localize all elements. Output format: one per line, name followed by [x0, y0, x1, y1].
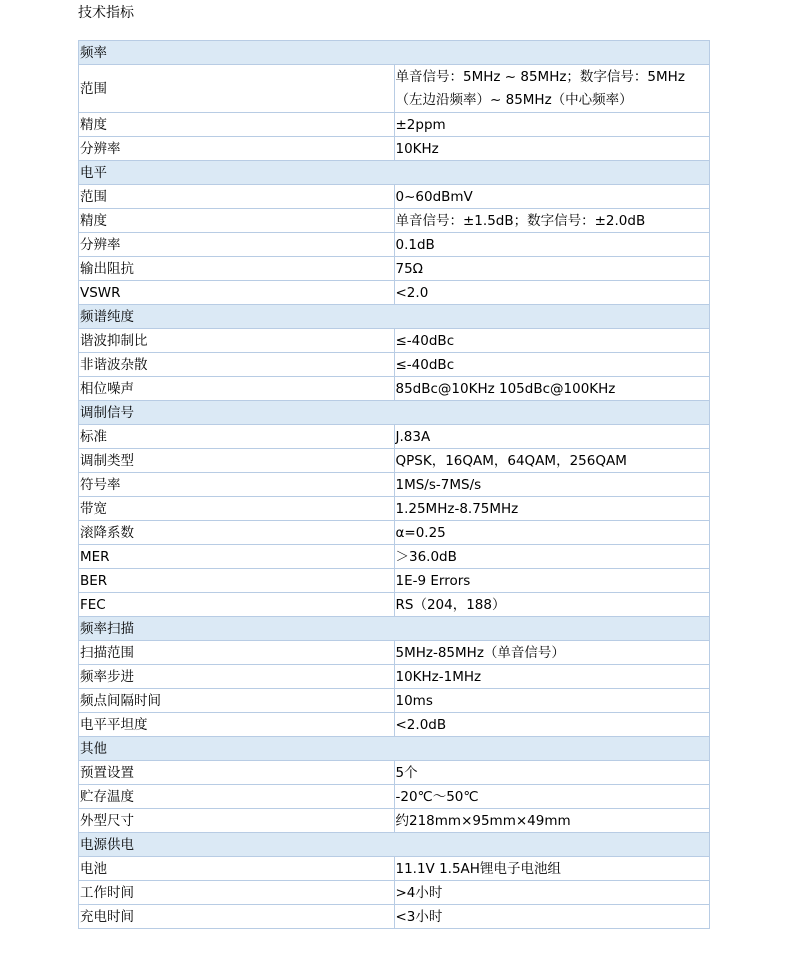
table-row — [79, 353, 710, 377]
table-row — [79, 881, 710, 905]
spec-label: 电平平坦度 — [79, 713, 395, 737]
spec-table — [78, 40, 710, 929]
table-row — [79, 905, 710, 929]
section-heading: 调制信号 — [79, 401, 710, 425]
spec-value: 5MHz-85MHz（单音信号） — [394, 641, 710, 665]
table-row — [79, 857, 710, 881]
spec-label: 分辨率 — [79, 137, 395, 161]
spec-label: 非谐波杂散 — [79, 353, 395, 377]
spec-value: <2.0dB — [394, 713, 710, 737]
section-heading: 其他 — [79, 737, 710, 761]
spec-label: 预置设置 — [79, 761, 395, 785]
table-row — [79, 65, 710, 113]
spec-label: 谐波抑制比 — [79, 329, 395, 353]
section-header-row — [79, 401, 710, 425]
spec-value: 11.1V 1.5AH锂电子电池组 — [394, 857, 710, 881]
section-header-row — [79, 305, 710, 329]
spec-value: RS（204，188） — [394, 593, 710, 617]
page-title: 技术指标 — [78, 5, 134, 21]
table-row — [79, 185, 710, 209]
section-heading: 电源供电 — [79, 833, 710, 857]
spec-label: MER — [79, 545, 395, 569]
spec-label: 精度 — [79, 209, 395, 233]
section-header-row — [79, 737, 710, 761]
table-row — [79, 233, 710, 257]
section-header-row — [79, 41, 710, 65]
table-row — [79, 569, 710, 593]
spec-label: 范围 — [79, 65, 395, 113]
section-header-row — [79, 833, 710, 857]
spec-value: QPSK，16QAM，64QAM，256QAM — [394, 449, 710, 473]
spec-value: -20℃～50℃ — [394, 785, 710, 809]
table-row — [79, 785, 710, 809]
table-row — [79, 593, 710, 617]
spec-label: 精度 — [79, 113, 395, 137]
table-row — [79, 137, 710, 161]
spec-label: 符号率 — [79, 473, 395, 497]
spec-value: 约218mm×95mm×49mm — [394, 809, 710, 833]
table-row — [79, 689, 710, 713]
spec-value: ≤-40dBc — [394, 353, 710, 377]
table-row — [79, 473, 710, 497]
spec-value: 1.25MHz-8.75MHz — [394, 497, 710, 521]
spec-label: 相位噪声 — [79, 377, 395, 401]
spec-value: 10ms — [394, 689, 710, 713]
spec-value: α=0.25 — [394, 521, 710, 545]
spec-label: 外型尺寸 — [79, 809, 395, 833]
table-row — [79, 521, 710, 545]
spec-label: 电池 — [79, 857, 395, 881]
spec-table-body — [79, 41, 710, 929]
spec-value: 1MS/s-7MS/s — [394, 473, 710, 497]
table-row — [79, 209, 710, 233]
section-header-row — [79, 617, 710, 641]
spec-label: 范围 — [79, 185, 395, 209]
spec-value: 单音信号：±1.5dB；数字信号：±2.0dB — [394, 209, 710, 233]
section-heading: 频率 — [79, 41, 710, 65]
spec-value: ＞36.0dB — [394, 545, 710, 569]
spec-label: 贮存温度 — [79, 785, 395, 809]
table-row — [79, 497, 710, 521]
table-row — [79, 329, 710, 353]
spec-value: ≤-40dBc — [394, 329, 710, 353]
table-row — [79, 713, 710, 737]
spec-label: 调制类型 — [79, 449, 395, 473]
spec-value: 0.1dB — [394, 233, 710, 257]
spec-label: 频率步进 — [79, 665, 395, 689]
table-row — [79, 113, 710, 137]
spec-label: 扫描范围 — [79, 641, 395, 665]
table-row — [79, 641, 710, 665]
spec-label: 频点间隔时间 — [79, 689, 395, 713]
spec-value: 75Ω — [394, 257, 710, 281]
spec-value: >4小时 — [394, 881, 710, 905]
spec-label: 滚降系数 — [79, 521, 395, 545]
spec-label: BER — [79, 569, 395, 593]
spec-label: 充电时间 — [79, 905, 395, 929]
spec-value: 85dBc@10KHz 105dBc@100KHz — [394, 377, 710, 401]
spec-label: 输出阻抗 — [79, 257, 395, 281]
spec-label: 工作时间 — [79, 881, 395, 905]
table-row — [79, 377, 710, 401]
spec-value: 5个 — [394, 761, 710, 785]
table-row — [79, 257, 710, 281]
table-row — [79, 665, 710, 689]
spec-value: 0~60dBmV — [394, 185, 710, 209]
table-row — [79, 545, 710, 569]
spec-label: 带宽 — [79, 497, 395, 521]
spec-value: 10KHz — [394, 137, 710, 161]
table-row — [79, 425, 710, 449]
spec-label: VSWR — [79, 281, 395, 305]
spec-value: ±2ppm — [394, 113, 710, 137]
section-heading: 频率扫描 — [79, 617, 710, 641]
spec-value: 10KHz-1MHz — [394, 665, 710, 689]
table-row — [79, 761, 710, 785]
section-heading: 电平 — [79, 161, 710, 185]
table-row — [79, 281, 710, 305]
spec-value: <3小时 — [394, 905, 710, 929]
table-row — [79, 449, 710, 473]
section-heading: 频谱纯度 — [79, 305, 710, 329]
spec-label: 标准 — [79, 425, 395, 449]
spec-label: 分辨率 — [79, 233, 395, 257]
spec-label: FEC — [79, 593, 395, 617]
spec-value: J.83A — [394, 425, 710, 449]
table-row — [79, 809, 710, 833]
section-header-row — [79, 161, 710, 185]
spec-value: 单音信号：5MHz ~ 85MHz；数字信号：5MHz（左边沿频率）~ 85MHz（中心频率） — [394, 65, 710, 113]
spec-value: <2.0 — [394, 281, 710, 305]
spec-value: 1E-9 Errors — [394, 569, 710, 593]
